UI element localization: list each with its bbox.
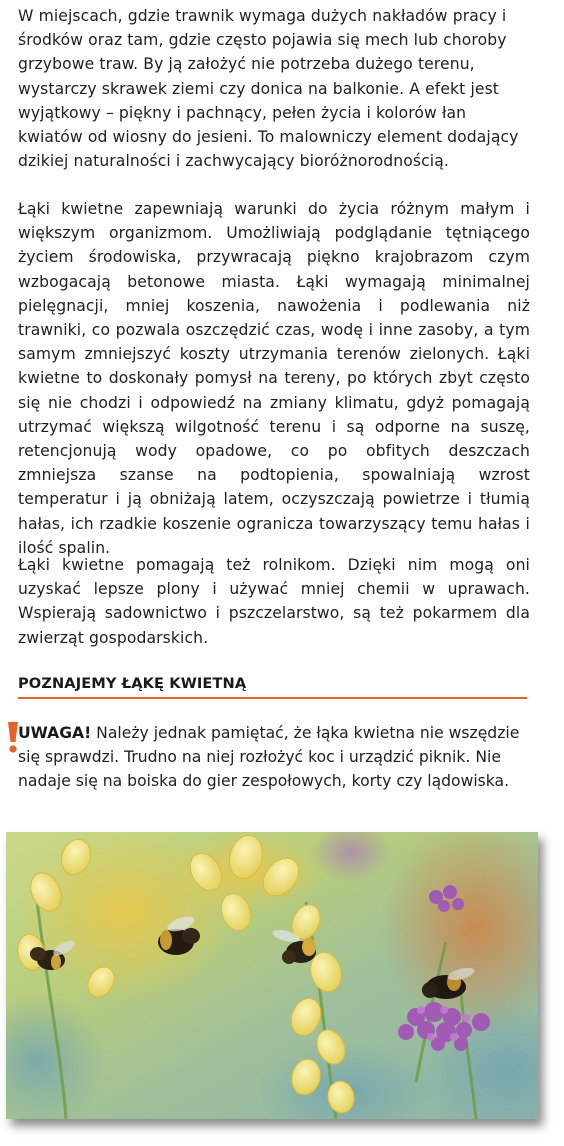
paragraph-intro: W miejscach, gdzie trawnik wymaga dużych nakładów pracy i środków oraz tam, gdzie często pojawia się mech lub choroby grzybowe traw. By ją założyć nie potrzeba dużego terenu, wystarczy skrawek ziemi czy donica na balkonie. A efekt jest wyjątkowy – piękny i pachnący, pełen życia i kolorów łan kwiatów od wiosny do jesieni. To malowniczy element dodający dzikiej naturalności i zachwycający bioróżnorodnością.	[18, 7, 519, 171]
warning-label: UWAGA!	[18, 724, 92, 742]
exclamation-icon	[6, 721, 20, 755]
bees-on-flowers-photo	[6, 832, 538, 1119]
warning-body: Należy jednak pamiętać, że łąka kwietna nie wszędzie się sprawdzi. Trudno na niej rozłożyć koc i urządzić piknik. Nie nadaje się na boiska do gier zespołowych, korty czy lądowiska.	[18, 724, 520, 791]
section-heading: POZNAJEMY ŁĄKĘ KWIETNĄ	[18, 675, 527, 699]
paragraph-benefits: Łąki kwietne zapewniają warunki do życia różnym małym i większym organizmom. Umożliwiają podglądanie tętniącego życiem środowiska, przywracają piękno krajobrazom czym wzbogacają betonowe miasta. Łąki wymagają minimalnej pielęgnacji, mniej koszenia, nawożenia i podlewania niż trawniki, co pozwala oszczędzić czas, wodę i inne zasoby, a tym samym zmniejszyć koszty utrzymania terenów zielonych. Łąki kwietne to doskonały pomysł na tereny, po których zbyt często się nie chodzi i odpowiedź na zmiany klimatu, gdyż pomagają utrzymać większą wilgotność terenu i są odporne na suszę, retencjonują wody opadowe, co po obfitych deszczach zmniejsza szanse na podtopienia, spowalniają wzrost temperatur i ją obniżają latem, oczyszczają powietrze i tłumią hałas, ich rzadkie koszenie ogranicza towarzyszący temu hałas i ilość spalin.	[18, 200, 530, 557]
photo-illustration	[6, 832, 538, 1119]
warning-text	[6, 721, 536, 794]
warning-note	[6, 721, 536, 794]
paragraph-farmers: Łąki kwietne pomagają też rolnikom. Dzięki nim mogą oni uzyskać lepsze plony i używać mniej chemii w uprawach. Wspierają sadownictwo i pszczelarstwo, są też pokarmem dla zwierząt gospodarskich.	[18, 556, 530, 647]
